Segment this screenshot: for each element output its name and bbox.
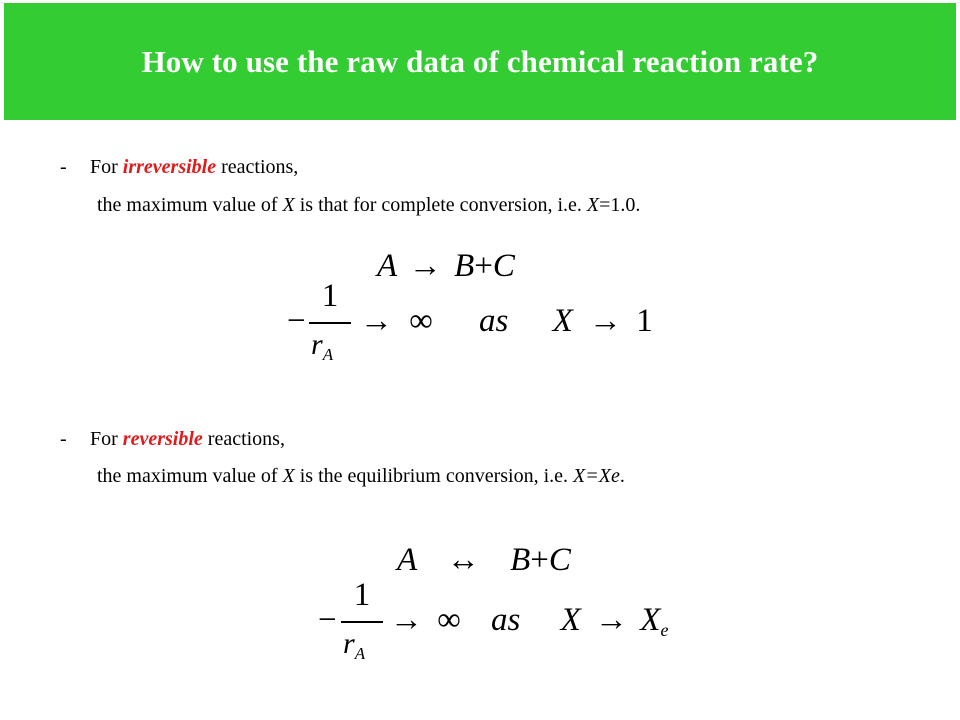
target-subscript: e bbox=[660, 620, 669, 640]
species-b: B bbox=[510, 542, 531, 578]
species-a: A bbox=[377, 248, 397, 284]
arrow: → bbox=[589, 303, 623, 339]
bullet-tail: reactions, bbox=[202, 428, 285, 450]
explanation-text: =1.0. bbox=[599, 194, 641, 216]
page-title: How to use the raw data of chemical reaction rate? bbox=[141, 43, 819, 79]
reaction-equation-irreversible bbox=[377, 248, 515, 285]
bullet-dash: - bbox=[60, 428, 67, 450]
species-c: C bbox=[492, 248, 515, 284]
bullet-irreversible bbox=[60, 155, 298, 179]
arrow: → bbox=[595, 602, 629, 638]
irreversible-explanation bbox=[97, 193, 640, 217]
arrow: → bbox=[390, 602, 423, 638]
title-banner bbox=[4, 3, 956, 120]
denominator bbox=[343, 627, 365, 664]
variable-x: X bbox=[282, 194, 295, 216]
bullet-reversible bbox=[60, 427, 285, 451]
arrow: → bbox=[360, 303, 393, 339]
reaction-equation-reversible bbox=[397, 542, 571, 579]
forward-arrow: → bbox=[408, 248, 442, 284]
plus-sign: + bbox=[530, 542, 549, 578]
minus-sign: − bbox=[287, 303, 306, 339]
variable-x: X bbox=[282, 465, 295, 487]
species-c: C bbox=[548, 542, 571, 578]
species-a: A bbox=[397, 542, 417, 578]
numerator: 1 bbox=[321, 278, 339, 314]
rate-symbol: r bbox=[343, 627, 355, 660]
bullet-lead: For bbox=[90, 156, 123, 178]
target-symbol: X bbox=[640, 602, 661, 638]
rate-subscript: A bbox=[354, 644, 366, 663]
variable-x: X bbox=[552, 303, 573, 339]
limit-target: 1 bbox=[636, 303, 653, 339]
explanation-text: . bbox=[619, 465, 625, 487]
minus-sign: − bbox=[318, 602, 337, 638]
bullet-tail: reactions, bbox=[216, 156, 299, 178]
rate-symbol: r bbox=[311, 328, 323, 361]
fraction-bar bbox=[309, 322, 351, 324]
plus-sign: + bbox=[474, 248, 493, 284]
limit-tail bbox=[360, 303, 653, 340]
reversible-explanation bbox=[97, 464, 625, 488]
keyword-reversible: reversible bbox=[122, 428, 203, 450]
explanation-text: the maximum value of bbox=[97, 194, 283, 216]
infinity-symbol: ∞ bbox=[409, 303, 433, 339]
explanation-text: the maximum value of bbox=[97, 465, 283, 487]
explanation-text: is that for complete conversion, i.e. bbox=[294, 194, 587, 216]
denominator bbox=[311, 328, 333, 365]
reversible-arrow: ↔ bbox=[446, 542, 480, 578]
bullet-lead: For bbox=[90, 428, 123, 450]
limit-target bbox=[640, 602, 668, 638]
rate-subscript: A bbox=[322, 345, 334, 364]
limit-tail bbox=[390, 602, 668, 641]
infinity-symbol: ∞ bbox=[437, 602, 461, 638]
as-word: as bbox=[491, 602, 521, 638]
species-b: B bbox=[454, 248, 475, 284]
equilibrium-expression: X=Xe bbox=[573, 465, 620, 487]
as-word: as bbox=[479, 303, 509, 339]
variable-x: X bbox=[586, 194, 600, 216]
bullet-dash: - bbox=[60, 156, 67, 178]
variable-x: X bbox=[560, 602, 581, 638]
keyword-irreversible: irreversible bbox=[122, 156, 217, 178]
explanation-text: is the equilibrium conversion, i.e. bbox=[294, 465, 574, 487]
numerator: 1 bbox=[353, 577, 371, 613]
fraction-bar bbox=[341, 621, 383, 623]
